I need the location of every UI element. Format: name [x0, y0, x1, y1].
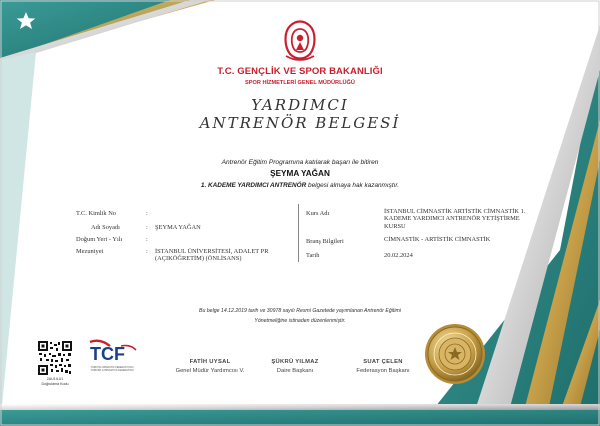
legal-note-line1: Bu belge 14.12.2019 tarih ve 30978 sayılı Resmi Gazetede yayımlanan Antrenör Eğitimi	[199, 308, 401, 314]
field-value-date: 20.02.2024	[384, 252, 413, 259]
field-value-course: İSTANBUL CİMNASTİK ARTİSTİK CİMNASTİK 1. KADEME YARDIMCI ANTRENÖR YETİŞTİRME KURSU	[384, 208, 526, 230]
ministry-name: T.C. GENÇLİK VE SPOR BAKANLIĞI	[217, 66, 383, 77]
field-label-date: Tarih	[306, 252, 320, 259]
field-colon: :	[146, 224, 148, 231]
signature-title-2: Daire Başkanı	[276, 368, 314, 374]
signature-name-3: SUAT ÇELEN	[363, 359, 403, 365]
signature-title-1: Genel Müdür Yardımcısı V.	[175, 368, 245, 374]
signature-title-3: Federasyon Başkanı	[356, 368, 410, 374]
signature-name-1: FATİH UYSAL	[189, 359, 231, 365]
qr-caption	[26, 377, 84, 387]
verification-label: Doğrulama Kodu	[41, 382, 69, 386]
certificate-title-line2: ANTRENÖR BELGESİ	[199, 114, 401, 132]
certificate-title-line1: YARDIMCI	[251, 96, 349, 114]
legal-note-line2: Yönetmeliğine istinaden düzenlenmiştir.	[254, 317, 346, 324]
field-colon: :	[146, 210, 148, 217]
verification-code: 2AU1ILU1	[46, 377, 64, 381]
tcf-logo-icon	[86, 338, 138, 364]
federation-name-en: TURKISH GYMNASTICS FEDERATION	[90, 369, 134, 372]
federation-name-tr: TÜRKİYE CİMNASTİK FEDERASYONU	[90, 366, 134, 369]
field-label-branch: Branş Bilgileri	[306, 238, 344, 245]
field-colon: :	[146, 248, 148, 255]
entitlement-rest: belgesi almaya hak kazanmıştır.	[306, 182, 400, 189]
fields-divider	[298, 204, 299, 262]
field-label-name: Adı Soyadı	[91, 224, 120, 231]
qr-code-icon	[37, 340, 73, 376]
recipient-name: ŞEYMA YAĞAN	[270, 169, 330, 178]
field-label-course: Kurs Adı	[306, 210, 330, 217]
field-colon: :	[146, 236, 148, 243]
entitlement-text	[0, 182, 600, 189]
directorate-name: SPOR HİZMETLERİ GENEL MÜDÜRLÜĞÜ	[245, 80, 355, 86]
legal-note	[140, 307, 460, 326]
tcf-subtitle	[80, 366, 144, 372]
bottom-strip-silver	[0, 404, 600, 410]
field-value-branch: CİMNASTİK - ARTİSTİK CİMNASTİK	[384, 236, 491, 243]
field-label-tc: T.C. Kimlik No	[76, 210, 117, 217]
field-value-name: ŞEYMA YAĞAN	[155, 224, 201, 231]
gold-seal-icon	[423, 322, 487, 386]
intro-text: Antrenör Eğitim Programına katılarak başarı ile bitiren	[221, 159, 379, 166]
field-label-birth: Doğum Yeri - Yılı	[76, 236, 123, 243]
field-label-graduation: Mezuniyet	[76, 248, 104, 255]
svg-text:TCF: TCF	[90, 344, 125, 364]
ministry-emblem-icon	[276, 20, 324, 64]
field-value-graduation: İSTANBUL ÜNİVERSİTESİ, ADALET PR (AÇIKÖĞRETİM) (ÖNLİSANS)	[155, 248, 269, 263]
bottom-strip-teal	[0, 410, 600, 426]
signature-name-2: ŞÜKRÜ YILMAZ	[271, 359, 319, 365]
entitlement-level: 1. KADEME YARDIMCI ANTRENÖR	[200, 182, 307, 189]
